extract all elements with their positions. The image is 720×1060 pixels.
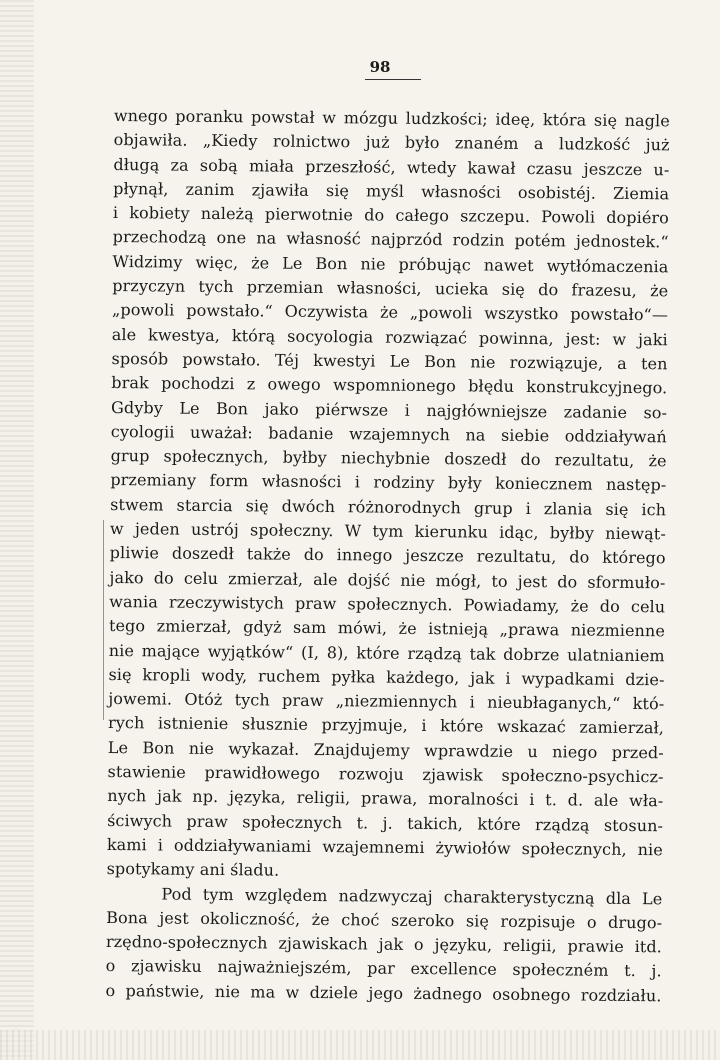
text-line: ale kwestya, którą socyologia rozwiązać powinna, jest: w jaki — [111, 324, 668, 349]
text-line: rych istnienie słusznie przyjmuje, i które wskazać zamierzał, — [107, 713, 665, 738]
text-line: o zjawisku najważniejszém, par excellence społeczném t. j. — [105, 956, 662, 981]
text-line: Bona jest okoliczność, że choć szeroko się rozpisuje o drugo- — [106, 907, 663, 933]
text-line: w jeden ustrój społeczny. W tym kierunku idąc, byłby niewąt- — [109, 519, 666, 544]
text-line: brak pochodzi z owego wspomnionego błędu konstrukcyjnego. — [111, 373, 668, 398]
text-line: stawienie prawidłowego rozwoju zjawisk społeczno-psychicz- — [107, 761, 664, 787]
text-line: rzędno-społecznych zjawiskach jak o języku, religii, prawie itd. — [105, 932, 663, 957]
text-line: płynął, zanim zjawiła się myśl własności osobistéj. Ziemia — [113, 178, 670, 204]
text-line: o państwie, nie ma w dziele jego żadnego osobnego rozdziału. — [105, 980, 662, 1005]
text-line: ściwych praw społecznych t. j. takich, które rządzą stosun- — [107, 810, 664, 835]
text-line: jowemi. Otóż tych praw „niezmiennych i nieubłaganych,“ któ- — [108, 689, 665, 714]
text-line: Pod tym względem nadzwyczaj charakterystyczną dla Le — [161, 883, 663, 908]
text-line: tego zmierzał, gdyż sam mówi, że istnieją „prawa niezmienne — [108, 616, 666, 641]
text-line: grup społecznych, byłby niechybnie doszedł do rezultatu, że — [110, 446, 667, 471]
page-edge-left — [0, 0, 34, 1060]
text-line: wnego poranku powstał w mózgu ludzkości; ideę, która się nagle — [113, 105, 670, 131]
text-line: wania rzeczywistych praw społecznych. Powiadamy, że do celu — [109, 591, 666, 617]
text-line: przemiany form własności i rodziny były koniecznem następ- — [110, 470, 667, 495]
margin-pencil-mark — [103, 520, 106, 720]
page-number: 98 — [369, 58, 391, 76]
text-line: przechodzą one na własność najprzód rodzin potém jednostek.“ — [112, 227, 669, 252]
text-line: pliwie doszedł także do innego jeszcze rezultatu, do którego — [109, 543, 666, 568]
text-line: Le Bon nie wykazał. Znajdujemy wprawdzie u niego przed- — [107, 737, 664, 763]
text-line: „powoli powstało.“ Oczywista że „powoli wszystko powstało“— — [111, 300, 669, 325]
text-line: Widzimy więc, że Le Bon nie próbując nawet wytłómaczenia — [112, 251, 669, 277]
text-line: nie mające wyjątków“ (I, 8), które rządzą tak dobrze ulatnianiem — [108, 640, 665, 665]
text-line: sposób powstało. Téj kwestyi Le Bon nie rozwiązuje, a ten — [111, 348, 668, 374]
body-text — [105, 104, 670, 1008]
text-line: i kobiety należą pierwotnie do całego szczepu. Powoli dopiéro — [112, 203, 670, 228]
text-line: się kropli wody, ruchem pyłka każdego, jak i wypadkami dzie- — [108, 664, 665, 690]
text-line: jako do celu zmierzał, ale dojść nie mógł, to jest do sformuło- — [109, 567, 666, 592]
text-line: przyczyn tych przemian własności, ucieka się do frazesu, że — [112, 276, 669, 301]
text-line: stwem starcia się dwóch różnorodnych grup i zlania się ich — [110, 494, 667, 520]
text-line: kami i oddziaływaniami wzajemnemi żywiołów społecznych, nie — [106, 834, 663, 860]
text-line: objawiła. „Kiedy rolnictwo już było znaném a ludzkość już — [113, 130, 670, 155]
text-line: Gdyby Le Bon jako piérwsze i najgłówniejsze zadanie so- — [110, 397, 668, 422]
page-edge-bottom — [0, 1030, 720, 1060]
text-line: cyologii uważał: badanie wzajemnych na siebie oddziaływań — [110, 421, 667, 447]
text-line: spotykamy ani śladu. — [106, 859, 280, 880]
text-line: nych jak np. języka, religii, prawa, moralności i t. d. ale wła- — [107, 786, 664, 811]
page-number-rule — [365, 79, 421, 80]
text-line: długą za sobą miała przeszłość, wtedy kawał czasu jeszcze u- — [113, 154, 670, 179]
